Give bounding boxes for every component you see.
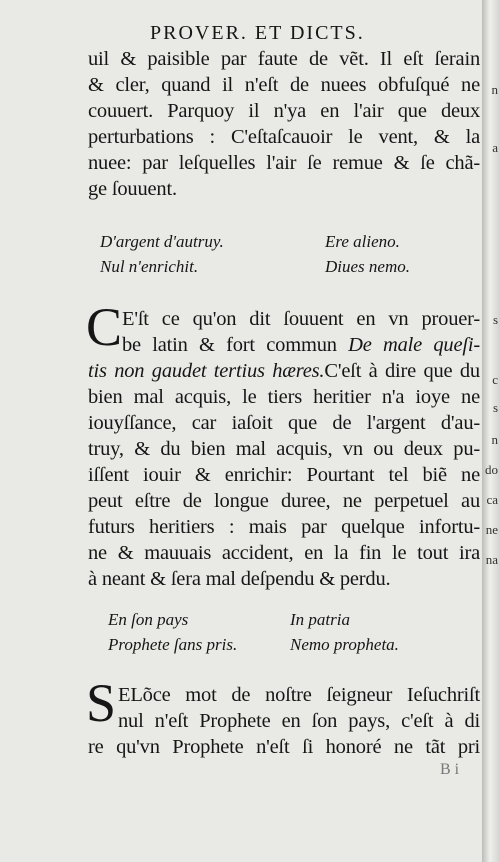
text-span: be latin & fort commun: [122, 334, 349, 356]
text-line: nuee: par leſquelles l'air ſe remue & ſe chã-: [88, 152, 480, 174]
edge-letter: ne: [485, 522, 498, 537]
drop-cap-c: C: [86, 297, 123, 357]
text-line: nul n'eſt Prophete en ſon pays, c'eſt à di: [118, 710, 480, 732]
text-line: & cler, quand il n'eſt de nuees obfuſqué ne: [88, 74, 480, 96]
proverb-2-french-line-2: Prophete ſans pris.: [108, 635, 238, 654]
edge-letter: n: [491, 82, 498, 97]
proverb-1-french-line-2: Nul n'enrichit.: [100, 257, 199, 276]
edge-letter: c: [492, 372, 498, 387]
text-line: [122, 332, 480, 358]
edge-letter: s: [492, 400, 498, 415]
text-line: futurs heritiers : mais par quelque infortu-: [88, 516, 480, 538]
proverb-2-latin-line-1: In patria: [290, 610, 350, 629]
latin-quote: De male queſi-: [348, 334, 480, 356]
text-line: peut eſtre de longue duree, ne perpetuel au: [88, 490, 480, 512]
text-line: re qu'vn Prophete n'eſt ſi honoré ne tãt pri: [88, 736, 480, 758]
text-line: couuert. Parquoy il n'ya en l'air que deux: [88, 100, 480, 122]
drop-cap-s: S: [86, 673, 117, 733]
proverb-1-latin-line-1: Ere alieno.: [325, 232, 400, 251]
signature-mark: B i: [440, 761, 460, 778]
edge-letter: do: [485, 462, 498, 477]
edge-letter: na: [485, 552, 498, 567]
paragraph-3: [88, 682, 480, 760]
edge-letter: ca: [486, 492, 498, 507]
text-line: bien mal acquis, le tiers heritier n'a ioye ne: [88, 386, 480, 408]
edge-letter: n: [491, 432, 498, 447]
text-line: perturbations : C'eſtaſcauoir le vent, & la: [88, 126, 480, 148]
text-line: à neant & ſera mal deſpendu & perdu.: [88, 568, 391, 590]
text-line: uil & paisible par faute de vẽt. Il eſt ſerain: [88, 48, 480, 70]
latin-quote: tis non gaudet tertius hæres.: [88, 360, 325, 382]
paragraph-1: [88, 46, 480, 202]
edge-letter: a: [492, 140, 498, 155]
text-line: ge ſouuent.: [88, 178, 177, 200]
text-line: ELõce mot de noſtre ſeigneur Ieſuchriſt: [118, 684, 480, 706]
text-line: iſſent iouir & enrichir: Pourtant tel biẽ ne: [88, 464, 480, 486]
proverb-1-french-line-1: D'argent d'autruy.: [100, 232, 224, 251]
proverb-1-latin-line-2: Diues nemo.: [325, 257, 410, 276]
paragraph-2: [88, 306, 480, 592]
text-line: ne & mauuais accident, en la fin le tout ira: [88, 542, 480, 564]
text-line: E'ſt ce qu'on dit ſouuent en vn prouer-: [122, 308, 480, 330]
text-span: C'eſt à dire que du: [324, 360, 480, 382]
adjacent-page-edge: [482, 0, 500, 862]
edge-letter: s: [492, 312, 498, 327]
proverb-2-french-line-1: En ſon pays: [108, 610, 189, 629]
text-line: [88, 358, 480, 384]
running-header: PROVER. ET DICTS.: [150, 22, 365, 44]
text-line: iouyſſance, car iaſoit que de l'argent d'au-: [88, 412, 480, 434]
text-line: truy, & du bien mal acquis, vn ou deux pu-: [88, 438, 480, 460]
proverb-2-latin-line-2: Nemo propheta.: [290, 635, 399, 654]
